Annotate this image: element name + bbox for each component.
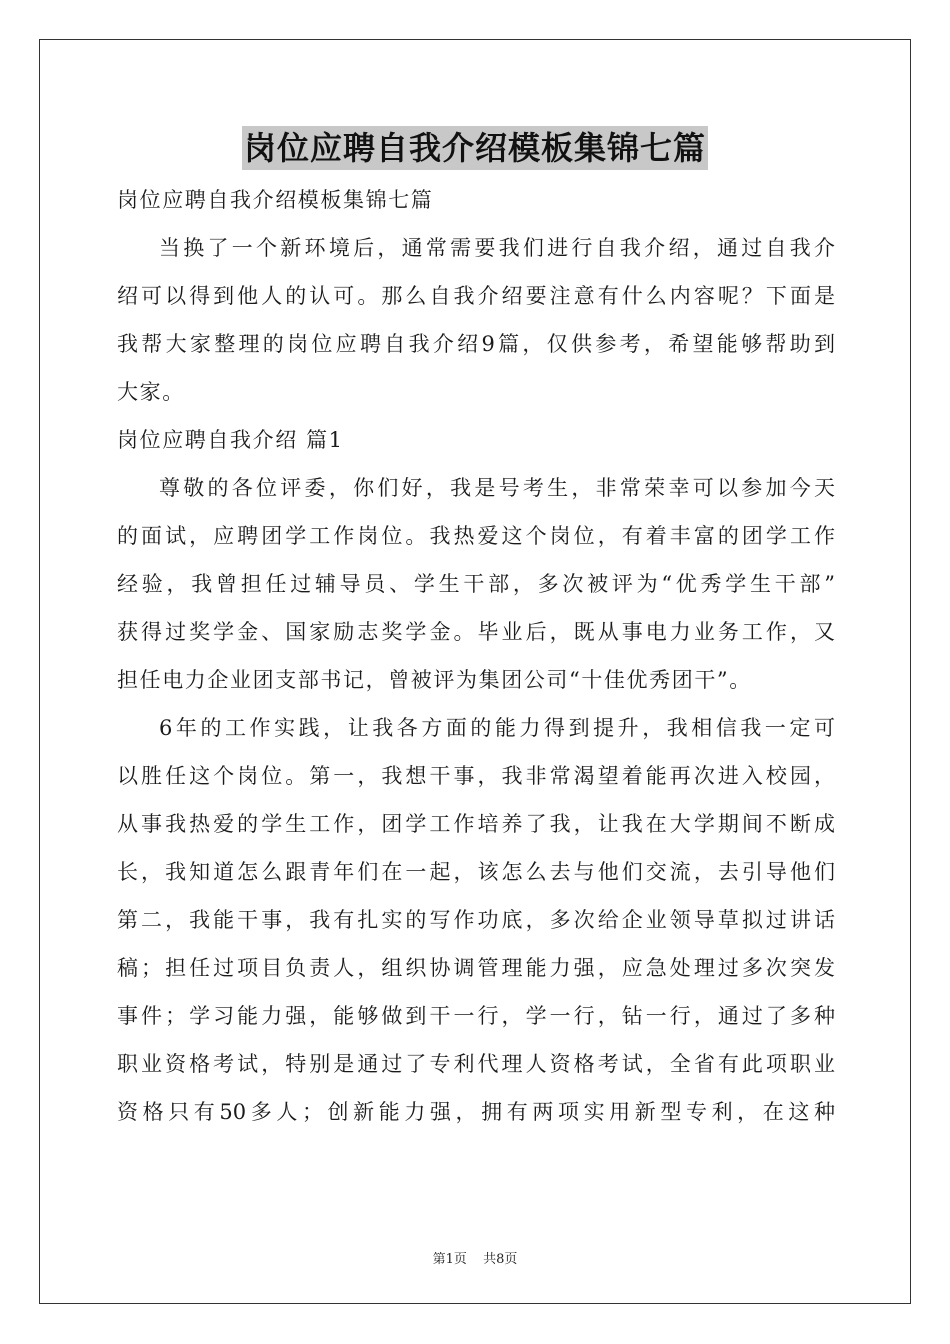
text-line: 我帮大家整理的岗位应聘自我介绍9篇，仅供参考，希望能够帮助到 [117,332,835,356]
text-line: 获得过奖学金、国家励志奖学金。毕业后，既从事电力业务工作，又 [117,620,835,644]
text-line: 岗位应聘自我介绍 篇1 [117,428,344,452]
text-line: 长，我知道怎么跟青年们在一起，该怎么去与他们交流，去引导他们 [117,860,835,884]
text-line: 担任电力企业团支部书记，曾被评为集团公司“十佳优秀团干”。 [117,668,752,692]
text-line: 的面试，应聘团学工作岗位。我热爱这个岗位，有着丰富的团学工作 [117,524,835,548]
text-line: 经验，我曾担任过辅导员、学生干部，多次被评为“优秀学生干部” [117,572,835,596]
document-body [117,176,835,1136]
text-line: 岗位应聘自我介绍模板集锦七篇 [117,188,434,212]
text-line: 大家。 [117,380,185,404]
text-line: 绍可以得到他人的认可。那么自我介绍要注意有什么内容呢？下面是 [117,284,835,308]
page-number: 第1页 [432,1252,467,1267]
text-line: 资格只有50多人；创新能力强，拥有两项实用新型专利，在这种 [117,1100,835,1124]
page-footer [0,1248,950,1267]
text-line: 从事我热爱的学生工作，团学工作培养了我，让我在大学期间不断成 [117,812,835,836]
text-line: 尊敬的各位评委，你们好，我是号考生，非常荣幸可以参加今天 [159,476,835,500]
title-container [0,126,950,170]
text-line: 稿；担任过项目负责人，组织协调管理能力强，应急处理过多次突发 [117,956,835,980]
text-line: 职业资格考试，特别是通过了专利代理人资格考试，全省有此项职业 [117,1052,835,1076]
text-line: 第二，我能干事，我有扎实的写作功底，多次给企业领导草拟过讲话 [117,908,835,932]
document-title: 岗位应聘自我介绍模板集锦七篇 [242,126,708,170]
text-line: 当换了一个新环境后，通常需要我们进行自我介绍，通过自我介 [159,236,835,260]
text-line: 6年的工作实践，让我各方面的能力得到提升，我相信我一定可 [159,716,835,740]
text-line: 以胜任这个岗位。第一，我想干事，我非常渴望着能再次进入校园， [117,764,835,788]
page-total: 共8页 [483,1252,518,1267]
text-line: 事件；学习能力强，能够做到干一行，学一行，钻一行，通过了多种 [117,1004,835,1028]
